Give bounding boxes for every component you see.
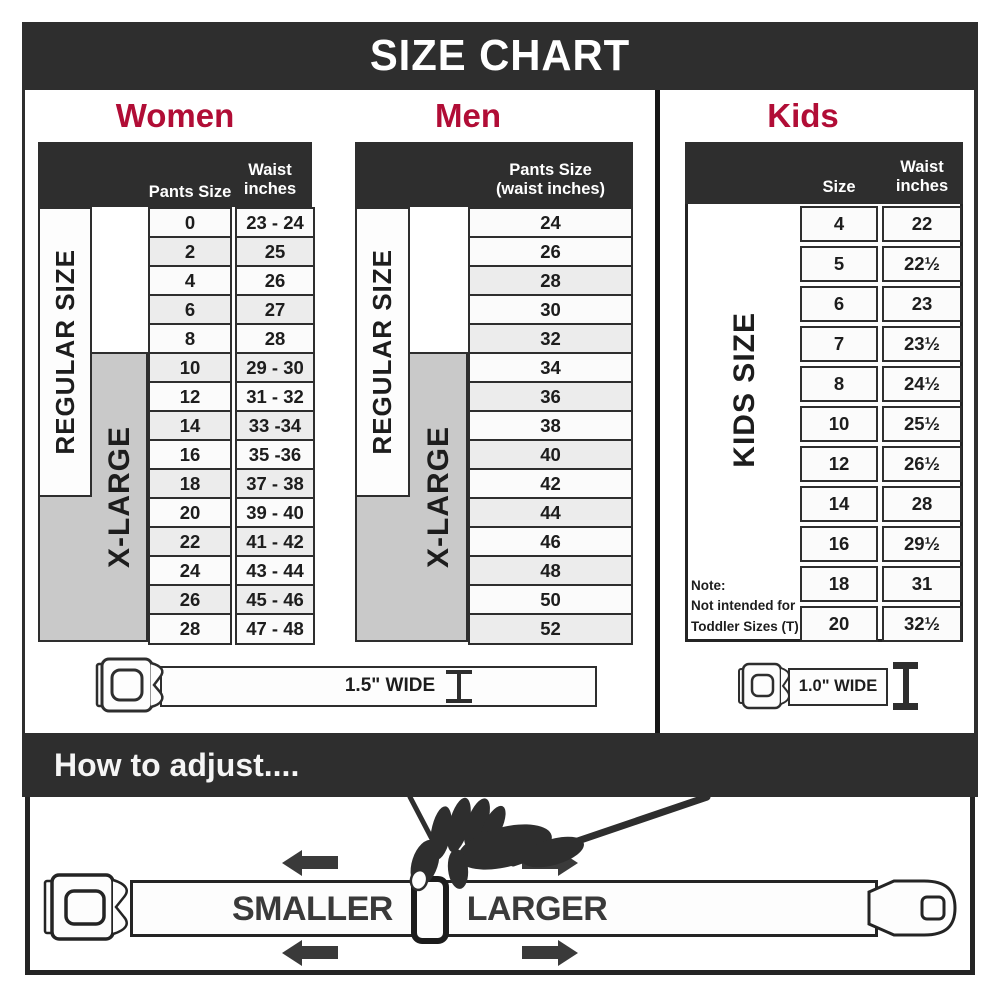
- table-row: [148, 468, 315, 500]
- pants-size-cell: 0: [148, 207, 232, 239]
- women-section-title: Women: [115, 97, 235, 134]
- kids-col1-header: Size: [822, 178, 856, 196]
- table-row: [148, 381, 315, 413]
- table-row: [468, 613, 633, 645]
- waist-cell: 35 -36: [235, 439, 315, 471]
- pants-size-cell: 20: [148, 497, 232, 529]
- pants-size-cell: 28: [148, 613, 232, 645]
- width-measure-icon: [893, 662, 918, 710]
- table-row: [468, 526, 633, 558]
- waist-cell: 47 - 48: [235, 613, 315, 645]
- size-cell: 5: [800, 246, 878, 282]
- waist-cell: 45 - 46: [235, 584, 315, 616]
- waist-cell: 22½: [882, 246, 962, 282]
- waist-cell: 31: [882, 566, 962, 602]
- waist-cell: 39 - 40: [235, 497, 315, 529]
- waist-cell: 28: [235, 323, 315, 355]
- pants-size-cell: 38: [468, 410, 633, 442]
- pants-size-cell: 28: [468, 265, 633, 297]
- table-row: [148, 236, 315, 268]
- size-cell: 7: [800, 326, 878, 362]
- waist-cell: 33 -34: [235, 410, 315, 442]
- table-row: [468, 497, 633, 529]
- waist-cell: 23: [882, 286, 962, 322]
- kids-size-label: KIDS SIZE: [728, 312, 761, 468]
- pants-size-cell: 14: [148, 410, 232, 442]
- table-row: [468, 468, 633, 500]
- table-row: [468, 555, 633, 587]
- men-col-header: Pants Size (waist inches): [495, 161, 606, 199]
- pants-size-cell: 26: [148, 584, 232, 616]
- men-regular-label: REGULAR SIZE: [367, 249, 397, 455]
- table-row: [148, 352, 315, 384]
- table-row: [148, 555, 315, 587]
- table-row: [468, 410, 633, 442]
- table-row: [148, 265, 315, 297]
- table-row: [148, 584, 315, 616]
- page-title-bar: [22, 22, 978, 90]
- table-row: [468, 207, 633, 239]
- women-col1-header: Pants Size: [148, 183, 232, 201]
- table-row: [800, 446, 962, 482]
- smaller-label: SMALLER: [232, 890, 393, 928]
- women-xlarge-label-box: [92, 352, 148, 642]
- waist-cell: 41 - 42: [235, 526, 315, 558]
- size-cell: 16: [800, 526, 878, 562]
- pants-size-cell: 16: [148, 439, 232, 471]
- table-row: [148, 613, 315, 645]
- adult-buckle-icon: [95, 654, 167, 716]
- arrow-left-icon: [302, 856, 338, 869]
- pants-size-cell: 48: [468, 555, 633, 587]
- larger-label: LARGER: [466, 890, 608, 928]
- table-row: [800, 366, 962, 402]
- waist-cell: 23½: [882, 326, 962, 362]
- size-cell: 8: [800, 366, 878, 402]
- table-row: [468, 265, 633, 297]
- size-cell: 18: [800, 566, 878, 602]
- pants-size-cell: 6: [148, 294, 232, 326]
- kids-table-rows: [800, 206, 962, 646]
- waist-cell: 37 - 38: [235, 468, 315, 500]
- women-col2-header: Waist inches: [243, 161, 297, 199]
- table-row: [148, 497, 315, 529]
- kids-belt-width-label: 1.0" WIDE: [798, 677, 878, 695]
- hand-pulling-strap-icon: [355, 795, 715, 900]
- men-section-title: Men: [435, 97, 501, 134]
- pants-size-cell: 36: [468, 381, 633, 413]
- men-xlarge-label: X-LARGE: [422, 426, 455, 568]
- women-regular-band: [38, 207, 92, 497]
- table-row: [148, 294, 315, 326]
- table-row: [800, 206, 962, 242]
- pants-size-cell: 30: [468, 294, 633, 326]
- pants-size-cell: 32: [468, 323, 633, 355]
- table-row: [148, 410, 315, 442]
- kids-note: Note: Not intended for Toddler Sizes (T): [691, 578, 799, 634]
- pants-size-cell: 8: [148, 323, 232, 355]
- pants-size-cell: 52: [468, 613, 633, 645]
- waist-cell: 26½: [882, 446, 962, 482]
- waist-cell: 25: [235, 236, 315, 268]
- waist-cell: 43 - 44: [235, 555, 315, 587]
- waist-cell: 32½: [882, 606, 962, 642]
- table-row: [800, 526, 962, 562]
- kids-col2-header: Waist inches: [895, 158, 949, 196]
- pants-size-cell: 40: [468, 439, 633, 471]
- men-kids-divider: [655, 90, 660, 733]
- pants-size-cell: 4: [148, 265, 232, 297]
- table-row: [468, 352, 633, 384]
- table-row: [468, 236, 633, 268]
- how-to-adjust-heading: How to adjust....: [54, 746, 300, 783]
- table-row: [800, 246, 962, 282]
- table-row: [800, 606, 962, 642]
- men-xlarge-label-box: [410, 352, 468, 642]
- men-regular-band: [355, 207, 410, 497]
- table-row: [800, 566, 962, 602]
- waist-cell: 27: [235, 294, 315, 326]
- belt-tip-icon: [866, 876, 958, 940]
- table-row: [148, 526, 315, 558]
- width-measure-icon: [446, 670, 472, 703]
- table-row: [800, 486, 962, 522]
- size-cell: 14: [800, 486, 878, 522]
- pants-size-cell: 44: [468, 497, 633, 529]
- table-row: [468, 381, 633, 413]
- pants-size-cell: 24: [468, 207, 633, 239]
- table-row: [148, 323, 315, 355]
- pants-size-cell: 42: [468, 468, 633, 500]
- pants-size-cell: 46: [468, 526, 633, 558]
- pants-size-cell: 10: [148, 352, 232, 384]
- waist-cell: 29½: [882, 526, 962, 562]
- pants-size-cell: 24: [148, 555, 232, 587]
- pants-size-cell: 18: [148, 468, 232, 500]
- how-to-adjust-bar: [22, 733, 978, 797]
- table-row: [800, 286, 962, 322]
- women-regular-label: REGULAR SIZE: [49, 249, 80, 455]
- table-row: [468, 294, 633, 326]
- table-row: [800, 326, 962, 362]
- adult-belt-width-label: 1.5" WIDE: [344, 675, 436, 696]
- arrow-left-icon: [302, 946, 338, 959]
- table-row: [800, 406, 962, 442]
- kids-section-title: Kids: [767, 97, 839, 134]
- pants-size-cell: 34: [468, 352, 633, 384]
- waist-cell: 25½: [882, 406, 962, 442]
- table-row: [468, 439, 633, 471]
- table-row: [148, 207, 315, 239]
- men-table-rows: [468, 207, 633, 645]
- waist-cell: 26: [235, 265, 315, 297]
- women-table-rows: [148, 207, 315, 645]
- waist-cell: 22: [882, 206, 962, 242]
- kids-buckle-icon: [738, 660, 792, 712]
- women-xlarge-label: X-LARGE: [103, 426, 136, 568]
- diagram-buckle-icon: [42, 872, 134, 944]
- waist-cell: 29 - 30: [235, 352, 315, 384]
- page-title: SIZE CHART: [369, 31, 631, 80]
- kids-size-band: [690, 210, 800, 570]
- pants-size-cell: 2: [148, 236, 232, 268]
- pants-size-cell: 26: [468, 236, 633, 268]
- size-cell: 4: [800, 206, 878, 242]
- waist-cell: 23 - 24: [235, 207, 315, 239]
- size-cell: 6: [800, 286, 878, 322]
- waist-cell: 31 - 32: [235, 381, 315, 413]
- table-row: [468, 323, 633, 355]
- waist-cell: 24½: [882, 366, 962, 402]
- pants-size-cell: 22: [148, 526, 232, 558]
- size-cell: 12: [800, 446, 878, 482]
- table-row: [148, 439, 315, 471]
- table-row: [468, 584, 633, 616]
- pants-size-cell: 12: [148, 381, 232, 413]
- size-cell: 20: [800, 606, 878, 642]
- waist-cell: 28: [882, 486, 962, 522]
- size-cell: 10: [800, 406, 878, 442]
- pants-size-cell: 50: [468, 584, 633, 616]
- arrow-right-icon: [522, 946, 558, 959]
